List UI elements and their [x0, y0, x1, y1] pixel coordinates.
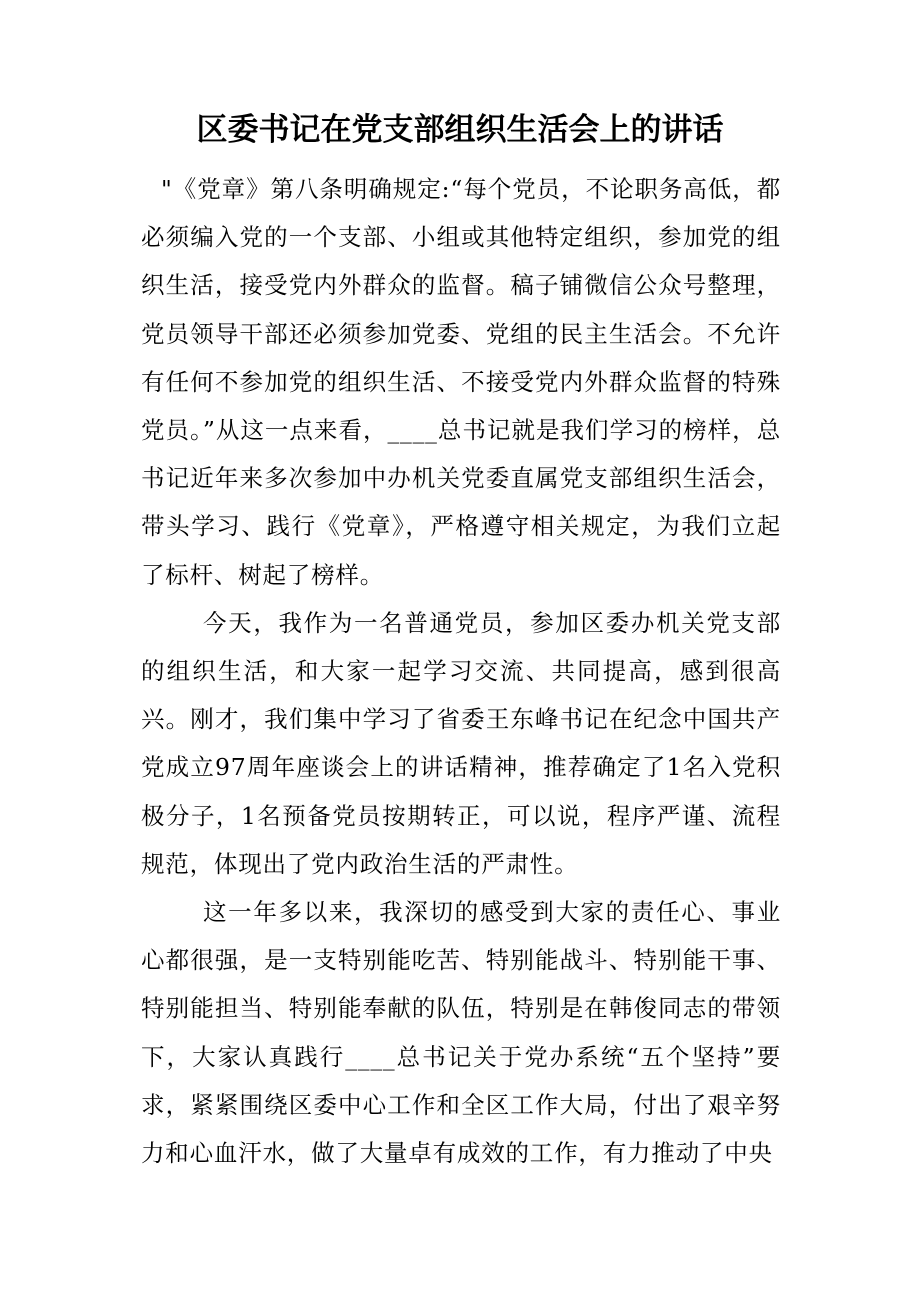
paragraph-3: 这一年多以来，我深切的感受到大家的责任心、事业心都很强，是一支特别能吃苦、特别能战斗、特别能干事、特别能担当、特别能奉献的队伍，特别是在韩俊同志的带领下，大家认真践行____总书记关于党办系统“五个坚持”要求，紧紧围绕区委中心工作和全区工作大局，付出了艰辛努力和心血汗水，做了大量卓有成效的工作，有力推动了中央 [141, 898, 781, 1168]
document-title: 区委书记在党支部组织生活会上的讲话 [196, 112, 724, 148]
paragraph-1: "《党章》第八条明确规定:“每个党员，不论职务高低，都必须编入党的一个支部、小组或其他特定组织，参加党的组织生活，接受党内外群众的监督。稿子铺微信公众号整理，党员领导干部还必须参加党委、党组的民主生活会。不允许有任何不参加党的组织生活、不接受党内外群众监督的特殊党员。”从这一点来看，____总书记就是我们学习的榜样，总书记近年来多次参加中办机关党委直属党支部组织生活会，带头学习、践行《党章》，严格遵守相关规定，为我们立起了标杆、树起了榜样。 [141, 175, 781, 589]
paragraph-2: 今天，我作为一名普通党员，参加区委办机关党支部的组织生活，和大家一起学习交流、共同提高，感到很高兴。刚才，我们集中学习了省委王东峰书记在纪念中国共产党成立97周年座谈会上的讲话精神，推荐确定了1名入党积极分子，1名预备党员按期转正，可以说，程序严谨、流程规范，体现出了党内政治生活的严肃性。 [141, 608, 781, 878]
document-body [141, 165, 781, 1177]
